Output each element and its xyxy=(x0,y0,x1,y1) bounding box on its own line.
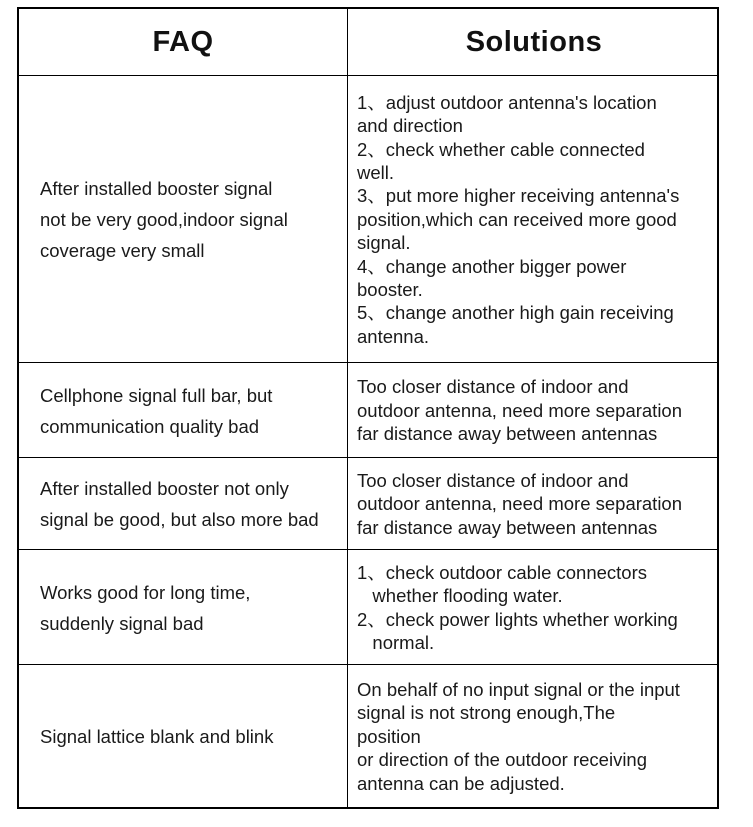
faq-question xyxy=(19,459,347,549)
column-divider xyxy=(347,9,348,807)
row-divider xyxy=(19,664,717,665)
faq-solution xyxy=(349,459,719,549)
faq-question xyxy=(19,551,347,664)
solution-line: antenna. xyxy=(357,325,430,347)
question-line: After installed booster not only xyxy=(40,478,289,499)
solution-line: Too closer distance of indoor and xyxy=(357,469,629,491)
solution-line: 5、change another high gain receiving xyxy=(357,302,674,324)
solution-line: well. xyxy=(357,161,395,183)
question-line: After installed booster signal xyxy=(40,178,273,199)
solution-line: position xyxy=(357,725,421,747)
solution-line: 3、put more higher receiving antenna's xyxy=(357,185,680,207)
solution-line: signal. xyxy=(357,232,411,254)
faq-solution xyxy=(349,364,719,457)
row-divider xyxy=(19,549,717,550)
solution-line: and direction xyxy=(357,115,463,137)
faq-table xyxy=(17,7,719,809)
solution-line: position,which can received more good xyxy=(357,208,677,230)
solution-line: far distance away between antennas xyxy=(357,423,658,445)
solution-line: or direction of the outdoor receiving xyxy=(357,749,648,771)
question-line: Cellphone signal full bar, but xyxy=(40,384,273,406)
faq-question xyxy=(19,77,347,362)
question-line: signal be good, but also more bad xyxy=(40,509,319,530)
faq-question xyxy=(19,364,347,457)
solution-line: booster. xyxy=(357,279,423,301)
solution-line: antenna can be adjusted. xyxy=(357,772,565,794)
solution-line: 1、check outdoor cable connectors xyxy=(357,561,648,583)
solution-line: outdoor antenna, need more separation xyxy=(357,493,683,515)
question-line: coverage very small xyxy=(40,240,205,261)
solution-line: normal. xyxy=(357,631,435,653)
solution-line: 2、check power lights whether working xyxy=(357,608,678,630)
solution-line: On behalf of no input signal or the input xyxy=(357,678,680,700)
solution-line: Too closer distance of indoor and xyxy=(357,376,629,398)
row-divider xyxy=(19,457,717,458)
question-line: Works good for long time, xyxy=(40,581,251,603)
question-line: suddenly signal bad xyxy=(40,612,204,634)
solution-line: 4、change another bigger power xyxy=(357,255,627,277)
faq-solution xyxy=(349,666,719,807)
faq-column-header: FAQ xyxy=(152,26,214,58)
faq-question xyxy=(19,666,347,807)
solution-line: whether flooding water. xyxy=(357,585,563,607)
solutions-column-header: Solutions xyxy=(465,26,603,58)
question-line: communication quality bad xyxy=(40,415,260,437)
faq-solution xyxy=(349,551,719,664)
solution-line: 2、check whether cable connected xyxy=(357,138,645,160)
question-line: Signal lattice blank and blink xyxy=(40,726,274,747)
faq-solution xyxy=(349,77,719,362)
row-divider xyxy=(19,362,717,363)
solution-line: signal is not strong enough,The xyxy=(357,702,616,724)
solution-line: outdoor antenna, need more separation xyxy=(357,399,683,421)
question-line: not be very good,indoor signal xyxy=(40,209,288,230)
row-divider xyxy=(19,75,717,76)
solution-line: far distance away between antennas xyxy=(357,516,658,538)
solution-line: 1、adjust outdoor antenna's location xyxy=(357,91,657,113)
